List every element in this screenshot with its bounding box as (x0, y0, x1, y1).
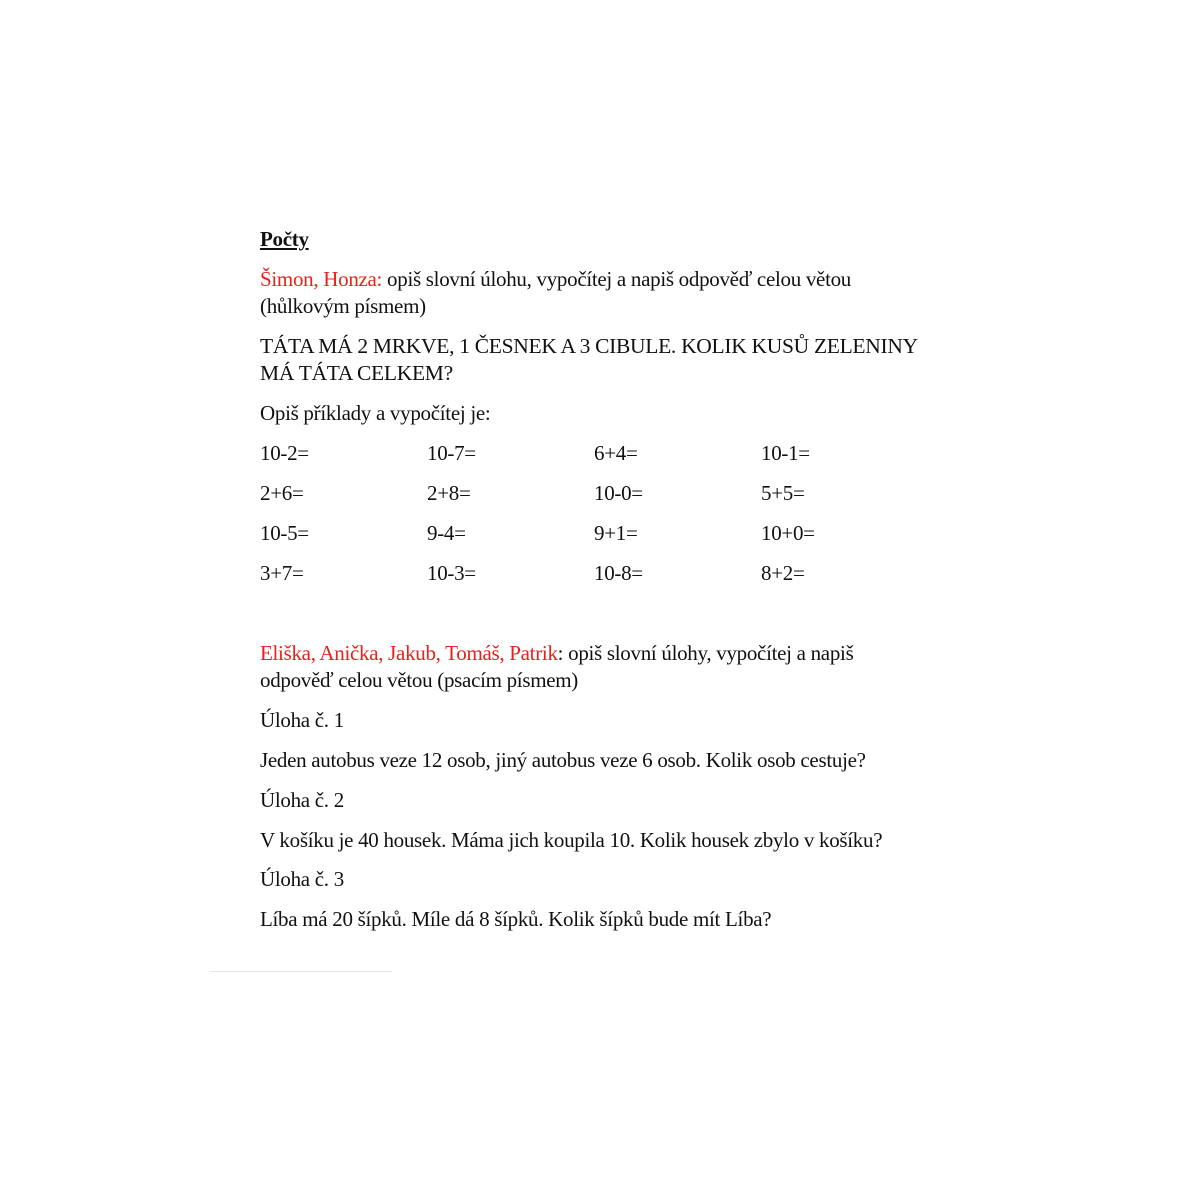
section1-instruction-text: opiš slovní úlohu, vypočítej a napiš odpověď celou větou (382, 267, 851, 291)
exercise-cell: 6+4= (594, 441, 638, 465)
task-label: Úloha č. 2 (260, 788, 344, 812)
section1-names: Šimon, Honza: (260, 267, 383, 291)
section2-instruction-text: : opiš slovní úlohy, vypočítej a napiš (557, 641, 854, 665)
exercise-row (260, 480, 940, 506)
word-problem-line1: TÁTA MÁ 2 MRKVE, 1 ČESNEK A 3 CIBULE. KOLIK KUSŮ ZELENINY (260, 334, 918, 358)
worksheet-title: Počty (260, 227, 309, 251)
page-edge-divider (210, 971, 392, 972)
section2-names: Eliška, Anička, Jakub, Tomáš, Patrik (260, 641, 558, 665)
exercise-cell: 9+1= (594, 521, 638, 545)
task-text: Líba má 20 šípků. Míle dá 8 šípků. Kolik šípků bude mít Líba? (260, 907, 772, 931)
exercise-cell: 10-8= (594, 561, 643, 585)
exercise-cell: 2+6= (260, 481, 304, 505)
task-text: Jeden autobus veze 12 osob, jiný autobus veze 6 osob. Kolik osob cestuje? (260, 748, 866, 772)
word-problem-line2: MÁ TÁTA CELKEM? (260, 361, 453, 385)
exercise-row (260, 560, 940, 586)
exercise-cell: 10-1= (761, 441, 810, 465)
exercise-cell: 10-0= (594, 481, 643, 505)
exercise-intro: Opiš příklady a vypočítej je: (260, 401, 491, 425)
task-label: Úloha č. 3 (260, 867, 344, 891)
exercise-row (260, 520, 940, 546)
section2-instruction-line2: odpověď celou větou (psacím písmem) (260, 668, 578, 692)
section1-instruction (260, 266, 851, 292)
section2-instruction (260, 640, 853, 666)
exercise-cell: 10-3= (427, 561, 476, 585)
exercise-cell: 10+0= (761, 521, 815, 545)
section1-instruction-line2: (hůlkovým písmem) (260, 294, 426, 318)
exercise-cell: 10-7= (427, 441, 476, 465)
exercise-row (260, 440, 940, 466)
exercise-cell: 2+8= (427, 481, 471, 505)
exercise-cell: 9-4= (427, 521, 466, 545)
exercise-cell: 5+5= (761, 481, 805, 505)
exercise-cell: 10-5= (260, 521, 309, 545)
task-text: V košíku je 40 housek. Máma jich koupila 10. Kolik housek zbylo v košíku? (260, 828, 883, 852)
exercise-cell: 8+2= (761, 561, 805, 585)
exercise-cell: 10-2= (260, 441, 309, 465)
exercise-cell: 3+7= (260, 561, 304, 585)
task-label: Úloha č. 1 (260, 708, 344, 732)
